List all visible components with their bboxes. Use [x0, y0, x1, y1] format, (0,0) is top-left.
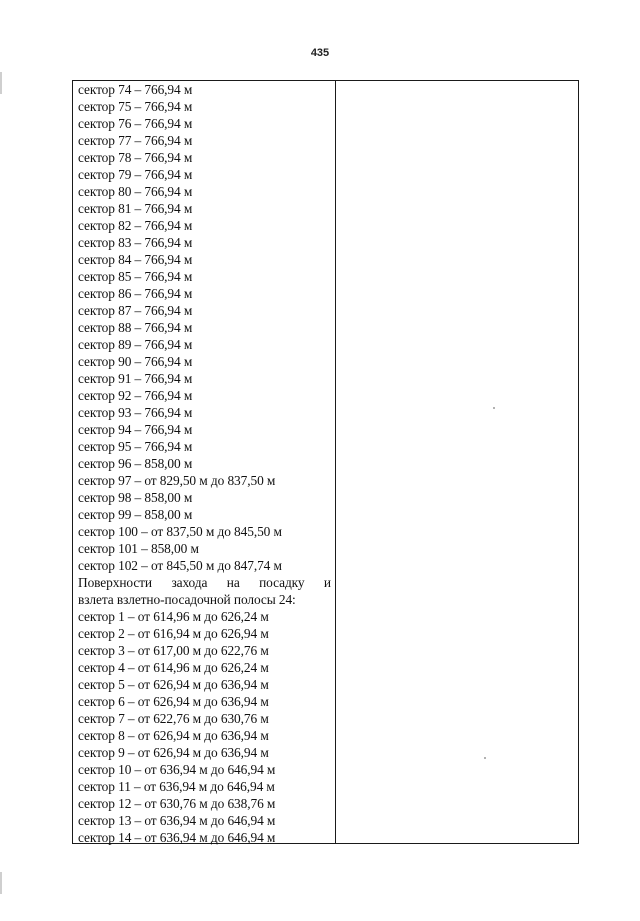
table-line: сектор 89 – 766,94 м — [78, 337, 193, 352]
table-line: сектор 90 – 766,94 м — [78, 354, 193, 369]
table-line: сектор 9 – от 626,94 м до 636,94 м — [78, 745, 269, 760]
table-line: сектор 87 – 766,94 м — [78, 303, 193, 318]
table-line: Поверхности захода на посадку и — [78, 575, 331, 590]
document-table — [72, 80, 579, 844]
table-line: сектор 7 – от 622,76 м до 630,76 м — [78, 711, 269, 726]
table-line: сектор 75 – 766,94 м — [78, 99, 193, 114]
table-line: сектор 83 – 766,94 м — [78, 235, 193, 250]
table-line: сектор 8 – от 626,94 м до 636,94 м — [78, 728, 269, 743]
table-line: сектор 101 – 858,00 м — [78, 541, 199, 556]
table-line: сектор 88 – 766,94 м — [78, 320, 193, 335]
table-line: сектор 3 – от 617,00 м до 622,76 м — [78, 643, 269, 658]
scan-speck — [484, 757, 486, 759]
table-line: сектор 13 – от 636,94 м до 646,94 м — [78, 813, 276, 828]
table-line: сектор 80 – 766,94 м — [78, 184, 193, 199]
table-line: сектор 85 – 766,94 м — [78, 269, 193, 284]
table-line: сектор 74 – 766,94 м — [78, 82, 193, 97]
table-line: сектор 1 – от 614,96 м до 626,24 м — [78, 609, 269, 624]
table-line: сектор 94 – 766,94 м — [78, 422, 193, 437]
table-line: сектор 91 – 766,94 м — [78, 371, 193, 386]
table-left-column — [73, 81, 336, 843]
table-line: сектор 96 – 858,00 м — [78, 456, 193, 471]
table-line: сектор 95 – 766,94 м — [78, 439, 193, 454]
table-line: сектор 79 – 766,94 м — [78, 167, 193, 182]
table-line: сектор 12 – от 630,76 м до 638,76 м — [78, 796, 276, 811]
table-line: сектор 81 – 766,94 м — [78, 201, 193, 216]
left-margin-mark-bottom — [0, 872, 2, 894]
table-line: сектор 4 – от 614,96 м до 626,24 м — [78, 660, 269, 675]
table-line: сектор 102 – от 845,50 м до 847,74 м — [78, 558, 282, 573]
left-margin-mark-top — [0, 72, 2, 94]
scan-speck — [493, 407, 495, 409]
page-number: 435 — [310, 47, 330, 59]
table-line: сектор 76 – 766,94 м — [78, 116, 193, 131]
table-line: сектор 82 – 766,94 м — [78, 218, 193, 233]
table-line: сектор 84 – 766,94 м — [78, 252, 193, 267]
table-line: сектор 77 – 766,94 м — [78, 133, 193, 148]
table-line: сектор 92 – 766,94 м — [78, 388, 193, 403]
table-line: сектор 6 – от 626,94 м до 636,94 м — [78, 694, 269, 709]
table-line: сектор 97 – от 829,50 м до 837,50 м — [78, 473, 276, 488]
table-line: взлета взлетно-посадочной полосы 24: — [78, 592, 296, 607]
table-line: сектор 93 – 766,94 м — [78, 405, 193, 420]
table-line: сектор 14 – от 636,94 м до 646,94 м — [78, 830, 276, 845]
table-line: сектор 98 – 858,00 м — [78, 490, 193, 505]
table-line: сектор 5 – от 626,94 м до 636,94 м — [78, 677, 269, 692]
table-line: сектор 99 – 858,00 м — [78, 507, 193, 522]
table-line: сектор 78 – 766,94 м — [78, 150, 193, 165]
table-line: сектор 11 – от 636,94 м до 646,94 м — [78, 779, 275, 794]
table-line: сектор 2 – от 616,94 м до 626,94 м — [78, 626, 269, 641]
table-line: сектор 100 – от 837,50 м до 845,50 м — [78, 524, 282, 539]
table-line: сектор 10 – от 636,94 м до 646,94 м — [78, 762, 276, 777]
table-line: сектор 86 – 766,94 м — [78, 286, 193, 301]
table-right-column — [336, 81, 578, 843]
